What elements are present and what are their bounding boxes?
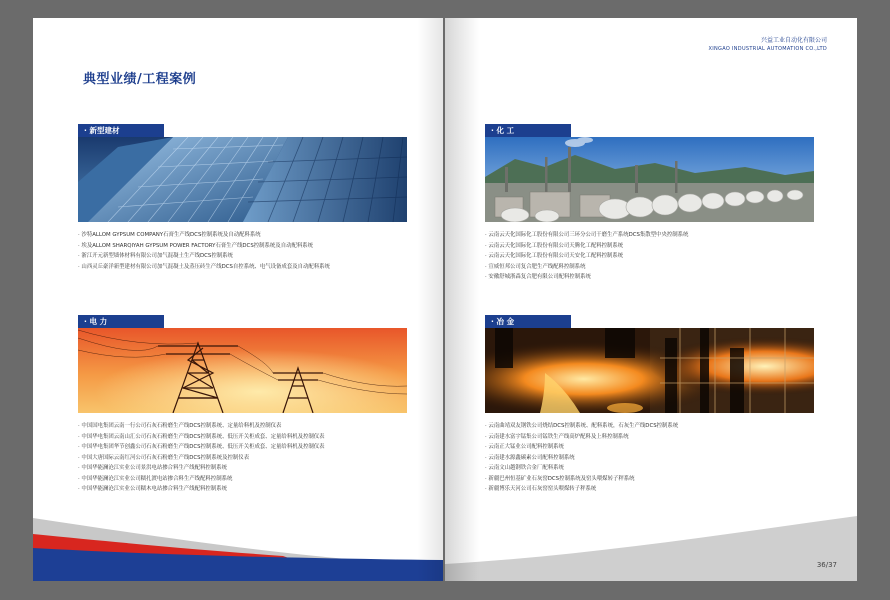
spine-shadow: [417, 18, 443, 581]
footer-swoosh: [33, 506, 443, 581]
building-photo: [78, 137, 407, 222]
list-item: · 云南建水富宇锰集公司锰铁生产线高炉配料及上料控制系统: [485, 433, 629, 440]
list-item: · 中国国电集团云南一行公司石灰石粉磨生产线DCS控制系统、定量给料机及控制仪表: [78, 423, 282, 429]
list-item: · 云南云天化国际化工股份有限公司天腾化工配料控制系统: [485, 242, 624, 249]
right-page: [445, 18, 857, 581]
company-name-en: XINGAO INDUSTRIAL AUTOMATION CO.,LTD: [708, 46, 827, 52]
list-item: · 云南曲靖双友钢铁公司烧结DCS控制系统、配料系统，石灰生产线DCS控制系统: [485, 423, 679, 429]
list-item: · 云南文山越钢铁合金厂配料系统: [485, 465, 564, 471]
section-tag: · 化 工: [485, 124, 571, 137]
list-item: · 浙江开元新型墙体材料有限公司加气混凝土生产线DCS控制系统: [78, 253, 233, 259]
company-header: [709, 37, 827, 53]
list-item: · 云南建水源鑫碳素公司配料控制系统: [485, 454, 575, 461]
left-page: [33, 18, 443, 581]
spine-shadow: [445, 18, 479, 581]
list-item: · 云南云天化国际化工股份有限公司天安化工配料控制系统: [485, 253, 624, 259]
section-tag: · 冶 金: [485, 315, 571, 328]
list-item: · 山西灵丘豪洋新型建材有限公司加气混凝土及蒸压砖生产线DCS自控系统、电气设备成套及自动配料系统: [78, 263, 330, 270]
page-title: 典型业绩/工程案例: [83, 72, 197, 87]
section-tag: · 新型建材: [78, 124, 164, 137]
company-name-cn: 兴益工业自动化有限公司: [760, 37, 827, 44]
list-item: · 中国大唐国际云南红河公司石灰石粉磨生产线DCS控制系统及控制仪表: [78, 454, 250, 461]
list-item: · 云南正大锰业公司配料控制系统: [485, 444, 564, 450]
project-list: [485, 230, 688, 283]
power-tower-photo: [78, 328, 407, 413]
project-list: [78, 230, 330, 272]
list-item: · 云南云天化国际化工股份有限公司三环分公司干磨生产系统DCS集散型中央控制系统: [485, 232, 689, 238]
list-item: · 中国华能澜沧江实业公司景洪电站掺合料生产线配料控制系统: [78, 465, 227, 471]
list-item: · 中国华能澜沧江实业公司糯扎渡电站掺合料生产线配料控制系统: [78, 475, 233, 482]
list-item: · 沙特ALLOM GYPSUM COMPANY石膏生产线DCS控制系统及自动配料系统: [78, 232, 261, 238]
list-item: · 中国华电集团云南山汇公司石灰石粉磨生产线DCS控制系统、低压开关柜成套、定量给料机及控制仪表: [78, 433, 325, 440]
page-number: 36/37: [816, 561, 837, 569]
project-list: [78, 421, 325, 495]
steel-mill-photo: [485, 328, 814, 413]
chemical-plant-photo: [485, 137, 814, 222]
footer-swoosh: [445, 516, 857, 581]
list-item: · 中国华能澜沧江实业公司糯木电站掺合料生产线配料控制系统: [78, 486, 227, 492]
list-item: · 中国华电集团华节创鑫公司石灰石粉磨生产线DCS控制系统、低压开关柜成套、定量给料机及控制仪表: [78, 444, 325, 450]
list-item: · 安徽舒城浙森复合肥有限公司配料控制系统: [485, 274, 591, 280]
section-tag: · 电 力: [78, 315, 164, 328]
project-list: [485, 421, 678, 495]
list-item: · 新疆博乐天河公司石灰窑窑头喂煤转子秤系统: [485, 486, 597, 492]
list-item: · 新疆巴州恒基矿业石灰窑DCS控制系统及窑头喂煤转子秤系统: [485, 475, 635, 482]
list-item: · 埃及ALLOM SHARQIYAH GYPSUM POWER FACTORY石膏生产线DCS控制系统及自动配料系统: [78, 242, 314, 249]
list-item: · 宣威恒邦公司复合肥生产线配料控制系统: [485, 263, 586, 270]
